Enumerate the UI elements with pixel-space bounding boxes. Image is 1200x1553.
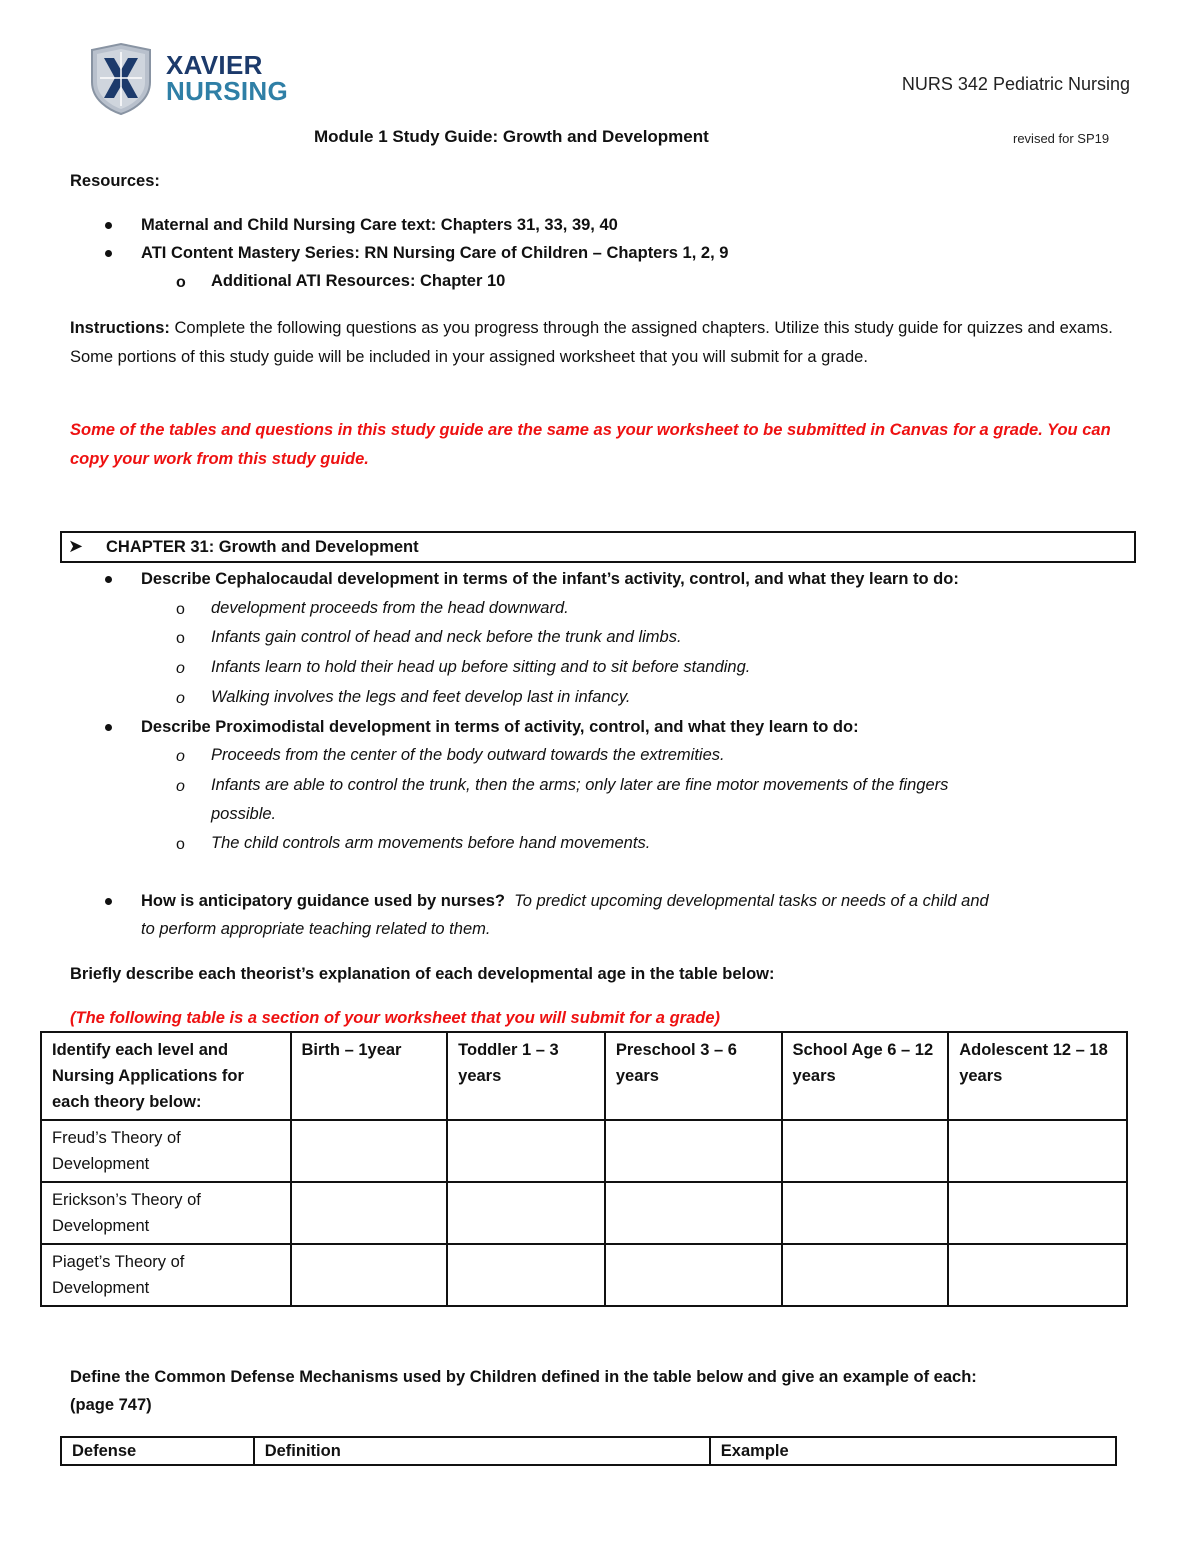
resource-item: Maternal and Child Nursing Care text: Chapters 31, 33, 39, 40 — [141, 216, 618, 234]
sub-bullet-icon: o — [176, 630, 185, 647]
row-label: Piaget’s Theory of Development — [41, 1244, 291, 1306]
answer-item: Proceeds from the center of the body outward towards the extremities. — [211, 746, 725, 764]
page-title: Module 1 Study Guide: Growth and Development — [314, 127, 709, 146]
answer-cell[interactable] — [948, 1120, 1127, 1182]
sub-bullet-icon: o — [176, 690, 185, 707]
answer-cell[interactable] — [291, 1120, 448, 1182]
table-row — [41, 1182, 1127, 1244]
shield-x-icon — [88, 42, 154, 116]
chapter-31-heading-box — [60, 531, 1136, 563]
bullet-icon — [105, 724, 112, 731]
table-note: (The following table is a section of your worksheet that you will submit for a grade) — [70, 1009, 720, 1027]
table-header-row — [41, 1032, 1127, 1120]
answer-cell[interactable] — [447, 1120, 605, 1182]
bullet-icon — [105, 250, 112, 257]
question-text: How is anticipatory guidance used by nurses? — [141, 892, 505, 910]
table-row — [41, 1244, 1127, 1306]
logo-line1: XAVIER — [166, 50, 263, 80]
logo-line2: NURSING — [166, 76, 288, 106]
sub-bullet-icon: o — [176, 836, 185, 853]
answer-item: development proceeds from the head downward. — [211, 599, 569, 617]
answer-text: To predict upcoming developmental tasks or needs of a child and — [514, 892, 989, 910]
answer-item: Infants learn to hold their head up before sitting and to sit before standing. — [211, 658, 751, 676]
resource-sub-item: Additional ATI Resources: Chapter 10 — [211, 272, 506, 290]
answer-item-continued: possible. — [211, 805, 277, 823]
sub-bullet-icon: o — [176, 748, 185, 765]
answer-cell[interactable] — [605, 1120, 782, 1182]
bullet-icon — [105, 898, 112, 905]
answer-cell[interactable] — [782, 1244, 949, 1306]
answer-cell[interactable] — [605, 1182, 782, 1244]
bullet-icon — [105, 222, 112, 229]
question-cephalocaudal: Describe Cephalocaudal development in terms of the infant’s activity, control, and what they learn to do: — [141, 570, 959, 588]
header-cell: Identify each level and Nursing Applications for each theory below: — [41, 1032, 291, 1120]
header-cell: School Age 6 – 12 years — [782, 1032, 949, 1120]
defense-table — [60, 1436, 1117, 1466]
arrow-right-icon: ➤ — [68, 536, 84, 556]
row-label: Freud’s Theory of Development — [41, 1120, 291, 1182]
xavier-nursing-logo — [88, 42, 288, 117]
answer-item: Infants gain control of head and neck before the trunk and limbs. — [211, 628, 682, 646]
resources-heading: Resources: — [70, 172, 160, 190]
answer-text-continued: to perform appropriate teaching related to them. — [141, 920, 491, 938]
answer-cell[interactable] — [948, 1182, 1127, 1244]
answer-cell[interactable] — [447, 1244, 605, 1306]
header-cell: Defense — [61, 1437, 254, 1465]
answer-cell[interactable] — [948, 1244, 1127, 1306]
question-proximodistal: Describe Proximodistal development in terms of activity, control, and what they learn to do: — [141, 718, 859, 736]
answer-cell[interactable] — [447, 1182, 605, 1244]
revised-note: revised for SP19 — [1013, 131, 1110, 146]
sub-bullet-icon: o — [176, 778, 185, 795]
answer-item: Infants are able to control the trunk, then the arms; only later are fine motor movements of the fingers — [211, 776, 949, 794]
answer-cell[interactable] — [291, 1244, 448, 1306]
sub-bullet-icon: o — [176, 274, 186, 291]
header-cell: Preschool 3 – 6 years — [605, 1032, 782, 1120]
instructions — [70, 314, 1130, 372]
table-header-row — [61, 1437, 1116, 1465]
row-label: Erickson’s Theory of Development — [41, 1182, 291, 1244]
bullet-icon — [105, 576, 112, 583]
defense-prompt-page: (page 747) — [70, 1396, 152, 1414]
sub-bullet-icon: o — [176, 660, 185, 677]
answer-cell[interactable] — [291, 1182, 448, 1244]
answer-item: Walking involves the legs and feet develop last in infancy. — [211, 688, 631, 706]
header-cell: Toddler 1 – 3 years — [447, 1032, 605, 1120]
answer-cell[interactable] — [782, 1182, 949, 1244]
question-anticipatory-guidance — [141, 892, 989, 911]
theorist-prompt: Briefly describe each theorist’s explanation of each developmental age in the table below: — [70, 965, 775, 983]
header-cell: Adolescent 12 – 18 years — [948, 1032, 1127, 1120]
header-cell: Definition — [254, 1437, 710, 1465]
answer-item: The child controls arm movements before hand movements. — [211, 834, 651, 852]
header-cell: Example — [710, 1437, 1116, 1465]
chapter-31-heading: CHAPTER 31: Growth and Development — [106, 538, 419, 556]
resource-item: ATI Content Mastery Series: RN Nursing Care of Children – Chapters 1, 2, 9 — [141, 244, 729, 262]
defense-prompt: Define the Common Defense Mechanisms used by Children defined in the table below and give an example of each: — [70, 1368, 977, 1386]
instructions-text: Complete the following questions as you progress through the assigned chapters. Utilize this study guide for quizzes and exams. Some portions of this study guide will be included in your assigned worksheet that you will submit for a grade. — [70, 319, 1113, 366]
red-note: Some of the tables and questions in this study guide are the same as your worksheet to be submitted in Canvas for a grade. You can copy your work from this study guide. — [70, 421, 1111, 468]
answer-cell[interactable] — [605, 1244, 782, 1306]
theory-table — [40, 1031, 1128, 1307]
answer-cell[interactable] — [782, 1120, 949, 1182]
course-name: NURS 342 Pediatric Nursing — [901, 74, 1130, 94]
sub-bullet-icon: o — [176, 601, 185, 618]
table-row — [41, 1120, 1127, 1182]
header-cell: Birth – 1year — [291, 1032, 448, 1120]
instructions-label: Instructions: — [70, 319, 170, 337]
